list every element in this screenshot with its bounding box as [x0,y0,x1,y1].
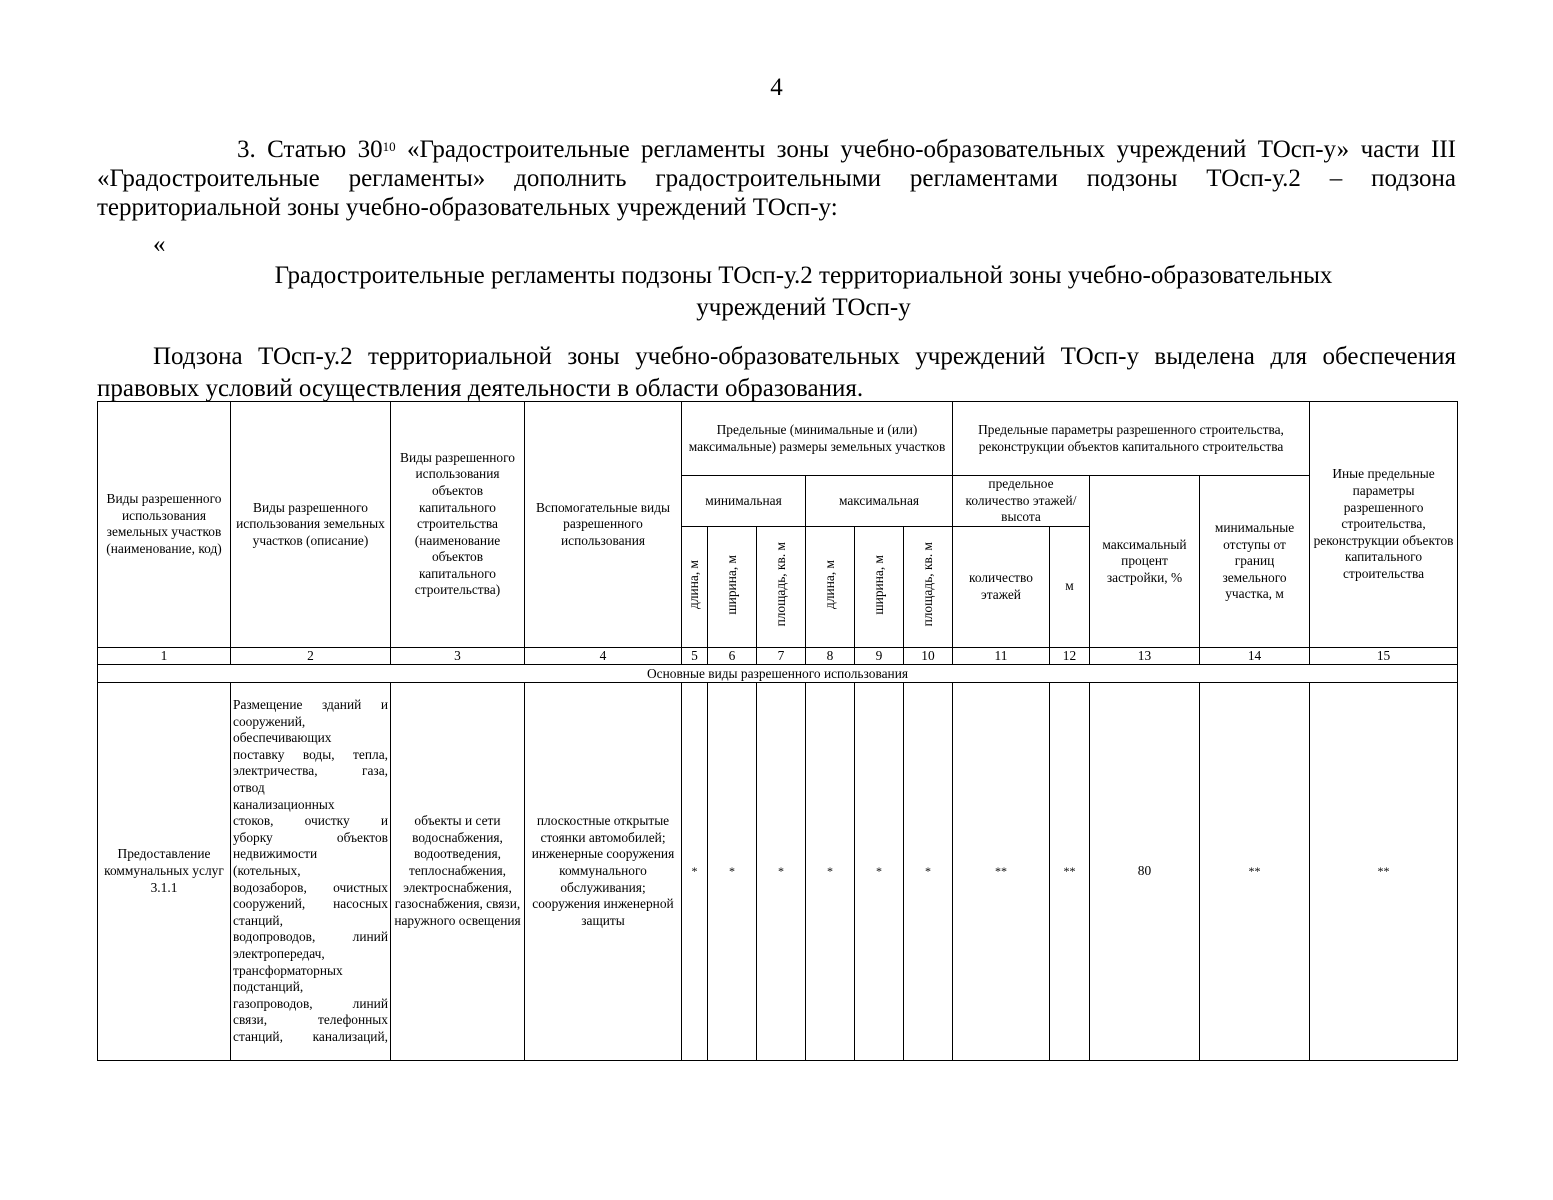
header-land-use-name: Виды разрешенного использования земельных участков (наименование, код) [98,402,231,648]
description-line: водозаборов, очистных [233,879,388,895]
description-line: Размещение зданий и [233,697,388,713]
section-title [97,260,1510,324]
header-min-width [708,526,757,647]
cell-min-width: * [708,682,757,1060]
description-line: водопроводов, линий [233,929,388,945]
cell-min-setback: ** [1200,682,1310,1060]
header-other-parameters: Иные предельные параметры разрешенного строительства, реконструкции объектов капитального строительства [1310,402,1458,648]
cell-name-code: Предоставление коммунальных услуг 3.1.1 [98,682,231,1060]
intro-superscript: 10 [382,139,396,154]
description-line: поставку воды, тепла, [233,746,388,762]
cell-max-coverage: 80 [1090,682,1200,1060]
cell-height-meters: ** [1050,682,1090,1060]
header-max-length-text: длина, м [821,560,837,609]
column-number: 5 [682,647,708,664]
header-auxiliary-uses: Вспомогательные виды разрешенного использования [525,402,682,648]
header-floor-count: количество этажей [953,526,1050,647]
description-line: газопроводов, линий [233,995,388,1011]
description-line: подстанций, [233,979,304,995]
description-line: станций, [233,912,283,928]
column-number: 11 [953,647,1050,664]
description-line: сооружений, насосных [233,896,388,912]
column-number: 4 [525,647,682,664]
cell-max-length: * [806,682,855,1060]
column-number: 13 [1090,647,1200,664]
description-line: электричества, газа, [233,763,388,779]
column-number: 15 [1310,647,1458,664]
header-construction-limits: Предельные параметры разрешенного строительства, реконструкции объектов капитального строительства [953,402,1310,476]
description-line: уборку объектов [233,829,388,845]
header-max-area [904,526,953,647]
column-number: 10 [904,647,953,664]
cell-max-area: * [904,682,953,1060]
section-label-main-uses: Основные виды разрешенного использования [98,664,1458,682]
description-line: трансформаторных [233,962,343,978]
header-min-length [682,526,708,647]
purpose-paragraph: Подзона ТОсп-у.2 территориальной зоны учебно-образовательных учреждений ТОсп-у выделена для обеспечения правовых условий осуществления деятельности в области образования. [97,343,1456,402]
column-number-row [98,647,1458,664]
column-number: 6 [708,647,757,664]
cell-auxiliary-uses: плоскостные открытые стоянки автомобилей; инженерные сооружения коммунального обслуживания; сооружения инженерной защиты [525,682,682,1060]
description-line: электропередач, [233,945,325,961]
header-min-area [757,526,806,647]
column-number: 7 [757,647,806,664]
header-min-width-text: ширина, м [723,554,739,615]
description-line: канализационных [233,796,335,812]
regulations-table [97,401,1458,1061]
description-line: сооружений, [233,713,306,729]
column-number: 2 [231,647,391,664]
cell-min-area: * [757,682,806,1060]
cell-floor-count: ** [953,682,1050,1060]
header-max-coverage: максимальный процент застройки, % [1090,476,1200,648]
description-line: обеспечивающих [233,730,332,746]
description-line: стоков, очистку и [233,813,388,829]
intro-paragraph [97,135,1456,222]
column-number: 8 [806,647,855,664]
section-title-line-2: учреждений ТОсп-у [696,294,911,321]
cell-other-parameters: ** [1310,682,1458,1060]
header-land-use-description: Виды разрешенного использования земельных участков (описание) [231,402,391,648]
intro-lead: 3. Статью 30 [237,136,383,163]
page-number: 4 [770,74,783,101]
table-row [98,682,1458,1060]
intro-rest: «Градостроительные регламенты зоны учебно-образовательных учреждений ТОсп-у» части III «Градостроительные регламенты» дополнить градостроительными регламентами подзоны ТОсп-у.2 – подзона территориальной зоны учебно-образовательных учреждений ТОсп-у: [97,136,1457,221]
header-max-area-text: площадь, кв. м [919,542,935,627]
header-height-meters: м [1050,526,1090,647]
header-minimum: минимальная [682,476,806,527]
description-line: (котельных, [233,862,301,878]
header-land-size-limits: Предельные (минимальные и (или) максимальные) размеры земельных участков [682,402,953,476]
column-number: 1 [98,647,231,664]
header-maximum: максимальная [806,476,953,527]
header-min-area-text: площадь, кв. м [772,542,788,627]
header-max-length [806,526,855,647]
opening-quote: « [153,231,166,258]
cell-description [231,682,391,1060]
column-number: 3 [391,647,525,664]
description-line: отвод [233,780,265,796]
description-line: связи, телефонных [233,1012,388,1028]
header-capital-objects: Виды разрешенного использования объектов капитального строительства (наименование объектов капитального строительства) [391,402,525,648]
header-max-width [855,526,904,647]
header-max-width-text: ширина, м [870,554,886,615]
column-number: 14 [1200,647,1310,664]
description-line: недвижимости [233,846,318,862]
cell-max-width: * [855,682,904,1060]
header-floors-height: предельное количество этажей/высота [953,476,1090,527]
column-number: 12 [1050,647,1090,664]
cell-min-length: * [682,682,708,1060]
description-line: станций, канализаций, [233,1028,388,1044]
column-number: 9 [855,647,904,664]
cell-capital-objects: объекты и сети водоснабжения, водоотведения, теплоснабжения, электроснабжения, газоснабжения, связи, наружного освещения [391,682,525,1060]
header-min-setback: минимальные отступы от границ земельного участка, м [1200,476,1310,648]
header-min-length-text: длина, м [686,560,702,609]
section-title-line-1: Градостроительные регламенты подзоны ТОсп-у.2 территориальной зоны учебно-образовательных [274,262,1333,289]
